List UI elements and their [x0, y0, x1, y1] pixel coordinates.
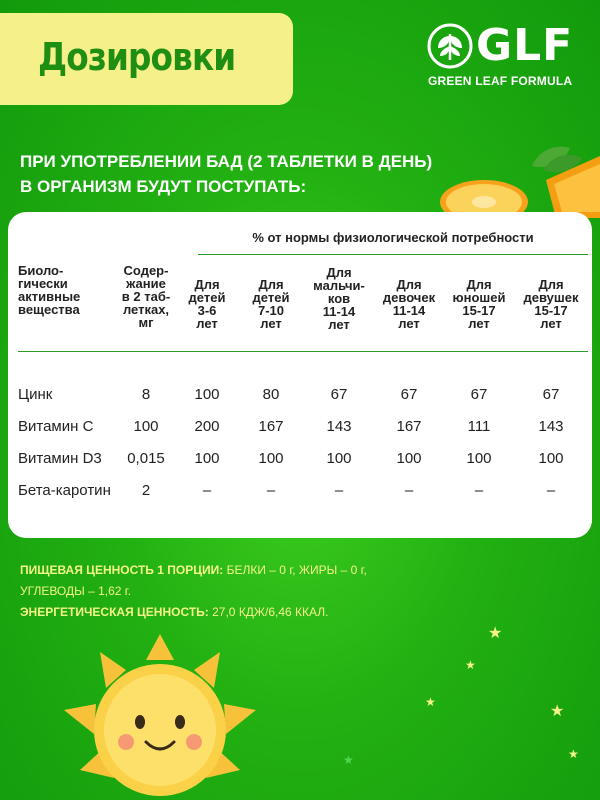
table-cell: – — [202, 482, 212, 499]
column-header-line: лет — [540, 316, 562, 331]
star-icon: ★ — [568, 747, 579, 761]
column-header-1 — [18, 264, 114, 316]
column-header-7 — [444, 278, 514, 330]
table-cell: 111 — [467, 418, 491, 435]
column-header-line: 11-14 — [392, 303, 426, 318]
intro-line-2: В ОРГАНИЗМ БУДУТ ПОСТУПАТЬ: — [20, 177, 307, 196]
column-header-line: детей — [188, 290, 226, 305]
energy-value: 27,0 КДЖ/6,46 ККАЛ. — [212, 605, 329, 619]
portion-label: ПИЩЕВАЯ ЦЕННОСТЬ 1 ПОРЦИИ: — [20, 563, 224, 577]
column-header-line: Для — [466, 277, 492, 292]
table-cell: 100 — [133, 418, 159, 435]
substance-name: Витамин С — [18, 418, 94, 435]
table-cell: 100 — [538, 450, 564, 467]
column-header-line: девочек — [382, 290, 436, 305]
table-cell: 67 — [400, 386, 418, 403]
brand-logo — [426, 22, 586, 92]
page-title: Дозировки — [38, 35, 236, 79]
column-header-line: лет — [468, 316, 490, 331]
star-icon: ★ — [488, 625, 503, 642]
column-header-line: лет — [196, 316, 218, 331]
column-header-line: 3-6 — [197, 303, 217, 318]
column-header-line: Биоло- — [18, 263, 64, 278]
portion-line-1 — [20, 560, 420, 581]
table-cell: 100 — [194, 450, 220, 467]
column-header-line: 7-10 — [257, 303, 285, 318]
column-header-line: юношей — [452, 290, 506, 305]
star-icon: ★ — [425, 695, 436, 709]
column-header-line: мальчи- — [313, 278, 365, 293]
column-header-5 — [304, 266, 374, 331]
table-cell: 167 — [258, 418, 284, 435]
dosage-table — [8, 212, 592, 538]
star-icon: ★ — [550, 703, 565, 720]
sun-mascot-icon — [60, 630, 260, 800]
table-cell: 100 — [396, 450, 422, 467]
column-header-line: Для — [538, 277, 564, 292]
table-cell: 67 — [330, 386, 348, 403]
table-cell: 100 — [258, 450, 284, 467]
column-header-line: вещества — [18, 302, 80, 317]
header-divider — [198, 254, 588, 255]
column-header-line: лет — [260, 316, 282, 331]
table-cell: – — [546, 482, 556, 499]
table-cell: – — [404, 482, 414, 499]
column-header-line: мг — [138, 315, 154, 330]
table-cell: 200 — [194, 418, 220, 435]
column-header-line: летках, — [122, 302, 170, 317]
column-header-line: Для — [396, 277, 422, 292]
intro-text — [20, 149, 490, 199]
column-header-line: Для — [326, 265, 352, 280]
portion-value-1: БЕЛКИ – 0 г, ЖИРЫ – 0 г, — [226, 563, 367, 577]
column-header-line: 11-14 — [322, 304, 356, 319]
column-header-line: детей — [252, 290, 290, 305]
nutrition-info — [20, 560, 420, 623]
column-header-line: 15-17 — [534, 303, 568, 318]
group-header: % от нормы физиологической потребности — [252, 230, 534, 245]
column-header-line: активные — [18, 289, 81, 304]
table-cell: – — [266, 482, 276, 499]
table-cell: 143 — [538, 418, 564, 435]
leaf-logo-icon — [426, 22, 474, 70]
table-cell: – — [474, 482, 484, 499]
column-header-line: гически — [18, 276, 68, 291]
table-cell: 143 — [326, 418, 352, 435]
column-header-line: в 2 таб- — [121, 289, 171, 304]
portion-line-2: УГЛЕВОДЫ – 1,62 г. — [20, 584, 132, 598]
column-header-4 — [240, 278, 302, 330]
column-header-line: лет — [398, 316, 420, 331]
table-cell: 100 — [194, 386, 220, 403]
table-cell: 2 — [141, 482, 151, 499]
logo-subtitle: GREEN LEAF FORMULA — [428, 74, 573, 88]
star-icon: ★ — [465, 658, 476, 672]
substance-name: Бета-каротин — [18, 482, 111, 499]
table-cell: 100 — [466, 450, 492, 467]
column-header-line: девушек — [523, 290, 579, 305]
table-cell: 67 — [470, 386, 488, 403]
title-banner — [0, 13, 293, 105]
logo-name: GLF — [476, 20, 574, 71]
column-header-6 — [376, 278, 442, 330]
column-header-2 — [112, 264, 180, 329]
column-header-3 — [176, 278, 238, 330]
column-header-line: лет — [328, 317, 350, 332]
substance-name: Витамин D3 — [18, 450, 102, 467]
column-header-line: Для — [194, 277, 220, 292]
table-cell: – — [334, 482, 344, 499]
column-header-line: жание — [126, 276, 166, 291]
table-cell: 80 — [262, 386, 280, 403]
table-cell: 8 — [141, 386, 151, 403]
table-cell: 100 — [326, 450, 352, 467]
column-header-line: Для — [258, 277, 284, 292]
intro-line-1: ПРИ УПОТРЕБЛЕНИИ БАД (2 ТАБЛЕТКИ В ДЕНЬ) — [20, 152, 433, 171]
column-header-line: ков — [327, 291, 351, 306]
star-icon: ★ — [343, 753, 354, 767]
column-header-8 — [516, 278, 586, 330]
energy-line — [20, 602, 420, 623]
orange-slice-icon — [436, 140, 600, 220]
table-cell: 0,015 — [127, 450, 165, 467]
table-cell: 67 — [542, 386, 560, 403]
table-cell: 167 — [396, 418, 422, 435]
column-header-line: 15-17 — [462, 303, 496, 318]
energy-label: ЭНЕРГЕТИЧЕСКАЯ ЦЕННОСТЬ: — [20, 605, 209, 619]
substance-name: Цинк — [18, 386, 53, 403]
header-bottom-divider — [18, 351, 588, 352]
column-header-line: Содер- — [123, 263, 169, 278]
